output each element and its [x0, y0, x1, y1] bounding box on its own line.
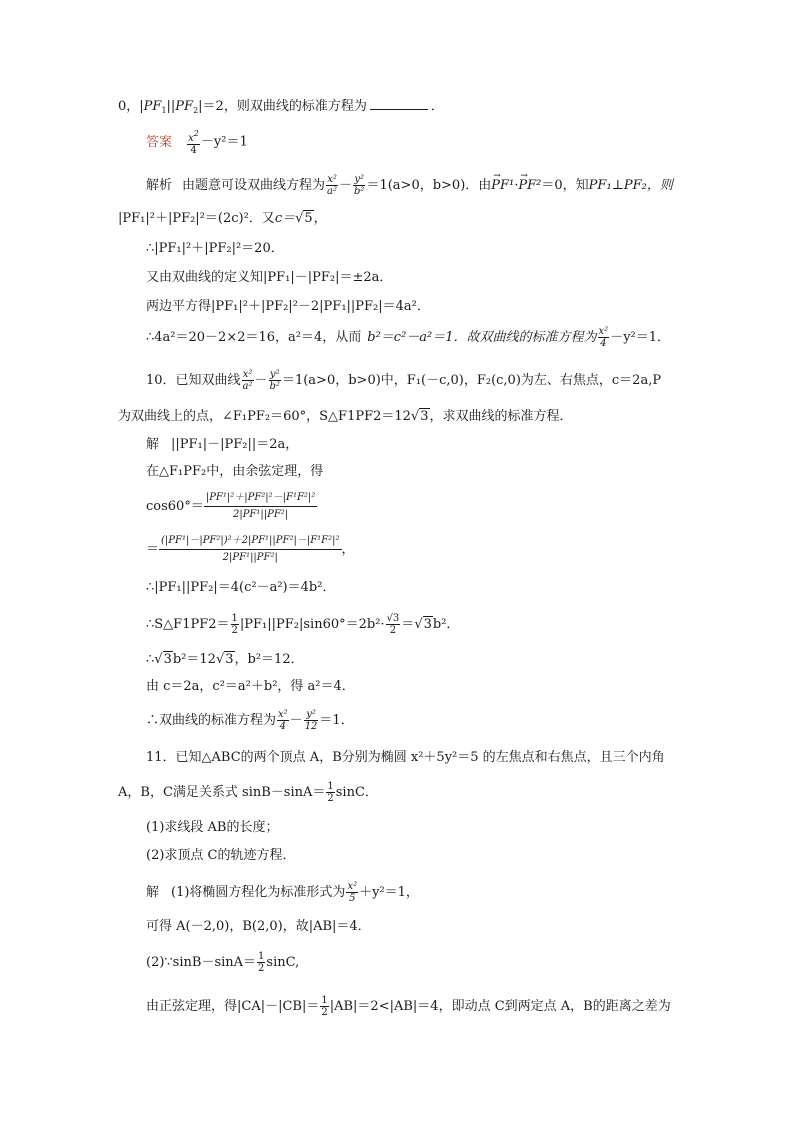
text: (|PF¹|－|PF²|)²＋2|PF¹||PF²|－|F¹F²|² [159, 533, 341, 550]
text: |PF¹|²＋|PF²|²－|F¹F²|² [204, 490, 318, 507]
solution-label: 解 [146, 885, 160, 900]
text: 1 [327, 781, 334, 792]
text: 2 [193, 129, 199, 138]
q11-solution-4 [146, 992, 671, 1022]
text: y² [354, 174, 365, 185]
text: 12 [304, 721, 318, 732]
text: －y²＝1． [610, 330, 671, 345]
text: ∴双曲线的标准方程为 [146, 713, 277, 728]
text: －y²＝1 [200, 134, 248, 150]
text: sinC． [335, 785, 378, 800]
text: 由正弦定理，得|CA|－|CB|＝ [146, 999, 320, 1014]
text: ， [313, 211, 327, 226]
text: x² [242, 369, 253, 380]
text: a² [327, 186, 338, 197]
fraction [242, 369, 254, 392]
text: 1 [258, 951, 265, 962]
text: ，求双曲线的标准方程． [429, 409, 573, 424]
text: ＝1(a>0，b>0)．由 [366, 178, 492, 193]
text: |PF₁||PF₂|sin60°＝2b²· [239, 617, 385, 632]
q10-solution-1 [146, 437, 298, 453]
text: x² [327, 174, 337, 185]
q10-solution-3 [146, 490, 317, 523]
text: b²＝c²－a²＝1．故双曲线的标准方程为 [367, 330, 597, 345]
text: 3 [423, 617, 432, 632]
text: ∴4a²＝20－2×2＝16，a²＝4，从而 [146, 330, 362, 345]
q11-solution-2: 可得 A(－2,0)，B(2,0)，故|AB|＝4． [146, 919, 371, 934]
q11-line-2 [118, 778, 378, 808]
text: 由题意可设双曲线方程为 [182, 178, 326, 193]
analysis-line-5: 两边平方得|PF₁|²＋|PF₂|²－2|PF₁||PF₂|＝4a²． [146, 299, 430, 314]
fraction [231, 613, 239, 636]
text: － [339, 178, 353, 193]
text: － [254, 373, 268, 388]
text: 10．已知双曲线 [146, 373, 241, 388]
text: y² [304, 709, 319, 721]
text: 4 [600, 338, 607, 349]
text: sinC, [266, 955, 300, 970]
analysis-line-6 [146, 324, 670, 352]
text: － [289, 713, 303, 728]
fraction [326, 781, 334, 804]
text: 2 [389, 625, 397, 636]
text: ，b²＝12． [234, 652, 304, 667]
cosine-fraction [204, 490, 318, 523]
text: PF [175, 99, 194, 114]
text: x² [598, 326, 609, 337]
fraction [346, 881, 358, 904]
answer-line [146, 128, 248, 157]
text: 3 [420, 409, 429, 424]
text: |PF₁|²＋|PF₂|²＝(2c)²．又 [118, 211, 275, 226]
text: 2|PF¹||PF²| [222, 552, 278, 563]
text: b²． [432, 617, 460, 632]
q10-solution-6: ∴S△F1PF2＝ $\frac{1}{2}$ |PF₁||PF₂|sin60°＝2b²· $\frac{√3}{2}$ ＝√3b²． [146, 613, 460, 636]
fraction [304, 709, 319, 732]
text: 2 [258, 963, 265, 974]
text: ＋y²＝1， [359, 885, 419, 900]
text: ＝1(a>0，b>0)中，F₁(－c,0)，F₂(c,0)为左、右焦点，c＝2a,P [281, 373, 662, 388]
fraction [386, 613, 401, 636]
q10-solution-5: ∴|PF₁||PF₂|＝4(c²－a²)＝4b²． [146, 580, 336, 595]
text: PF₁⊥PF₂，则 [588, 178, 673, 193]
text: ＝1． [319, 713, 354, 728]
text: 1 [321, 995, 328, 1006]
text: c＝ [274, 211, 296, 226]
text: (1)将椭圆方程化为标准形式为 [171, 885, 346, 900]
answer-blank [370, 98, 428, 110]
analysis-label: 解析 [146, 178, 173, 193]
text: 5 [349, 893, 356, 904]
text: x² [278, 709, 288, 720]
text: · [514, 178, 519, 193]
text: ∴S△F1PF2＝ [146, 617, 230, 632]
text: 2 [231, 625, 238, 636]
text: 0，| [118, 99, 144, 114]
q10-line-2: 为双曲线上的点，∠F₁PF₂＝60°，S△F1PF2＝12√3，求双曲线的标准方程． [118, 409, 573, 424]
text: b²＝12 [172, 652, 216, 667]
fraction [326, 174, 338, 197]
text: 2 [321, 1007, 328, 1018]
text: 2|PF¹||PF²| [232, 509, 289, 520]
answer-fraction [187, 128, 200, 156]
q10-solution-2: 在△F₁PF₂中，由余弦定理，得 [146, 464, 324, 479]
text: A，B，C满足关系式 sinB－sinA＝ [118, 785, 326, 800]
q11-line-1: 11．已知△ABC的两个顶点 A，B分别为椭圆 x²＋5y²＝5 的左焦点和右焦点，且三个内角 [146, 750, 665, 765]
text: 3 [163, 652, 172, 667]
text: ＝0，知 [541, 178, 589, 193]
text: 2 [327, 793, 334, 804]
text: 4 [279, 721, 287, 732]
analysis-line-3: ∴|PF₁|²＋|PF₂|²＝20． [146, 241, 284, 256]
text: cos60°＝ [146, 499, 204, 514]
fraction [277, 709, 289, 732]
answer-label: 答案 [146, 134, 173, 150]
question-continuation [118, 98, 444, 119]
fraction [598, 326, 610, 349]
q11-solution-1 [146, 878, 419, 908]
text: ＝ [146, 542, 160, 557]
q11-solution-3 [146, 948, 299, 978]
fraction [257, 951, 265, 974]
text: PF [143, 99, 162, 114]
fraction [269, 369, 281, 392]
fraction [353, 174, 365, 197]
analysis-line-4: 又由双曲线的定义知|PF₁|－|PF₂|＝±2a． [146, 270, 393, 285]
vector: → PF¹ [491, 172, 514, 200]
q10-solution-7: ∴√3b²＝12√3，b²＝12． [146, 652, 304, 667]
text: ＝ [401, 617, 415, 632]
q11-part-1: (1)求线段 AB的长度； [146, 820, 279, 835]
text: x [188, 133, 194, 144]
text: 1 [231, 613, 238, 624]
text: 5 [304, 211, 313, 226]
text: 1 [161, 106, 167, 115]
q10-solution-4 [146, 533, 355, 566]
q10-solution-8: 由 c＝2a，c²＝a²＋b²，得 a²＝4． [146, 679, 355, 694]
text: 为双曲线上的点，∠F₁PF₂＝60°，S△F1PF2＝12 [118, 409, 411, 424]
q10-line-1 [146, 367, 661, 395]
text: 2 [193, 106, 199, 115]
q11-part-2: (2)求顶点 C的轨迹方程． [146, 848, 296, 863]
text: ||PF₁|－|PF₂||＝2a， [171, 437, 299, 452]
analysis-line-2: |PF₁|²＋|PF₂|²＝(2c)²．又c＝√5， [118, 211, 327, 226]
text: b² [269, 381, 280, 392]
text: ∴ [146, 652, 155, 667]
text: 3 [225, 652, 234, 667]
text: || [166, 99, 176, 114]
fraction [320, 995, 328, 1018]
text: ． [430, 99, 444, 114]
text: x² [347, 881, 358, 892]
text: b² [354, 186, 365, 197]
expanded-fraction [159, 533, 341, 566]
text: a² [242, 381, 253, 392]
text: y² [269, 369, 280, 380]
text: 4 [190, 145, 197, 156]
text: |AB|＝2<|AB|＝4，即动点 C到两定点 A，B的距离之差为 [329, 999, 671, 1014]
q10-solution-9 [146, 706, 354, 736]
vector: → PF² [518, 172, 541, 200]
text: (2)∵sinB－sinA＝ [146, 955, 257, 970]
analysis-line-1 [146, 172, 673, 200]
text: ， [341, 542, 355, 557]
solution-label: 解 [146, 437, 160, 452]
text: |＝2，则双曲线的标准方程为 [198, 99, 367, 114]
text: √3 [386, 613, 400, 624]
